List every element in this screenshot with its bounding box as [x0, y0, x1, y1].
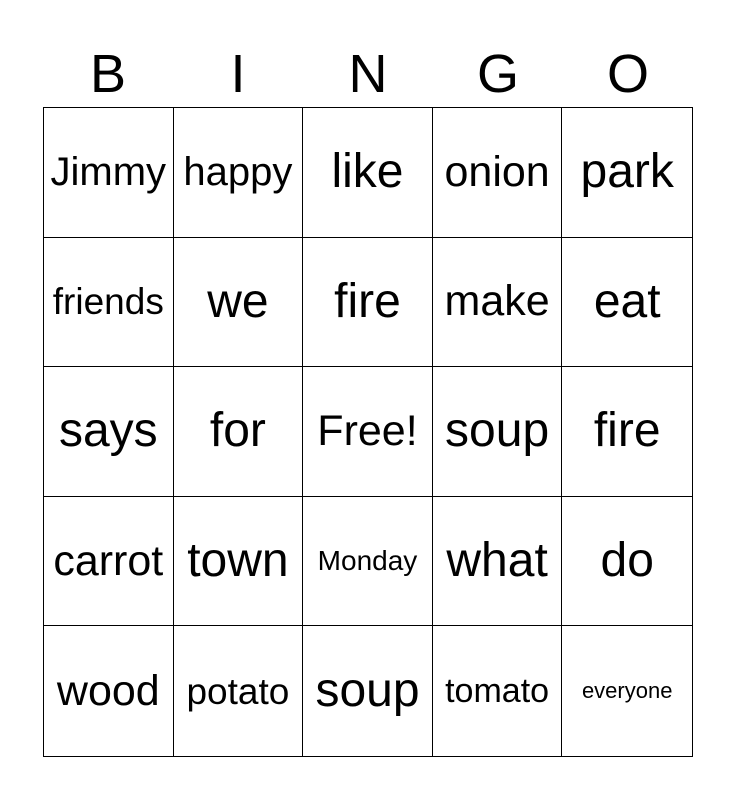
bingo-cell: tomato — [433, 626, 563, 756]
bingo-board — [43, 107, 693, 757]
bingo-cell: make — [433, 238, 563, 368]
bingo-cell: soup — [303, 626, 433, 756]
bingo-free-space: Free! — [303, 367, 433, 497]
bingo-cell: for — [174, 367, 304, 497]
bingo-cell: we — [174, 238, 304, 368]
bingo-cell: soup — [433, 367, 563, 497]
header-letter-o: O — [606, 44, 649, 104]
bingo-cell: Jimmy — [44, 108, 174, 238]
bingo-cell: park — [562, 108, 692, 238]
bingo-cell: do — [562, 497, 692, 627]
bingo-cell: onion — [433, 108, 563, 238]
bingo-cell: happy — [174, 108, 304, 238]
header-letter-i: I — [230, 44, 246, 104]
bingo-cell: wood — [44, 626, 174, 756]
header-letter-n: N — [348, 44, 388, 104]
bingo-cell: says — [44, 367, 174, 497]
header-letter-g: G — [476, 44, 519, 104]
bingo-cell: friends — [44, 238, 174, 368]
bingo-cell: eat — [562, 238, 692, 368]
bingo-cell: everyone — [581, 678, 673, 704]
bingo-cell: fire — [303, 238, 433, 368]
bingo-header — [43, 40, 693, 108]
bingo-cell: potato — [174, 626, 304, 756]
header-letter-b: B — [89, 44, 127, 104]
bingo-cell: Monday — [303, 497, 433, 627]
bingo-cell: what — [433, 497, 563, 627]
bingo-cell: town — [174, 497, 304, 627]
bingo-cell: fire — [562, 367, 692, 497]
bingo-cell: carrot — [44, 497, 174, 627]
bingo-cell: like — [303, 108, 433, 238]
